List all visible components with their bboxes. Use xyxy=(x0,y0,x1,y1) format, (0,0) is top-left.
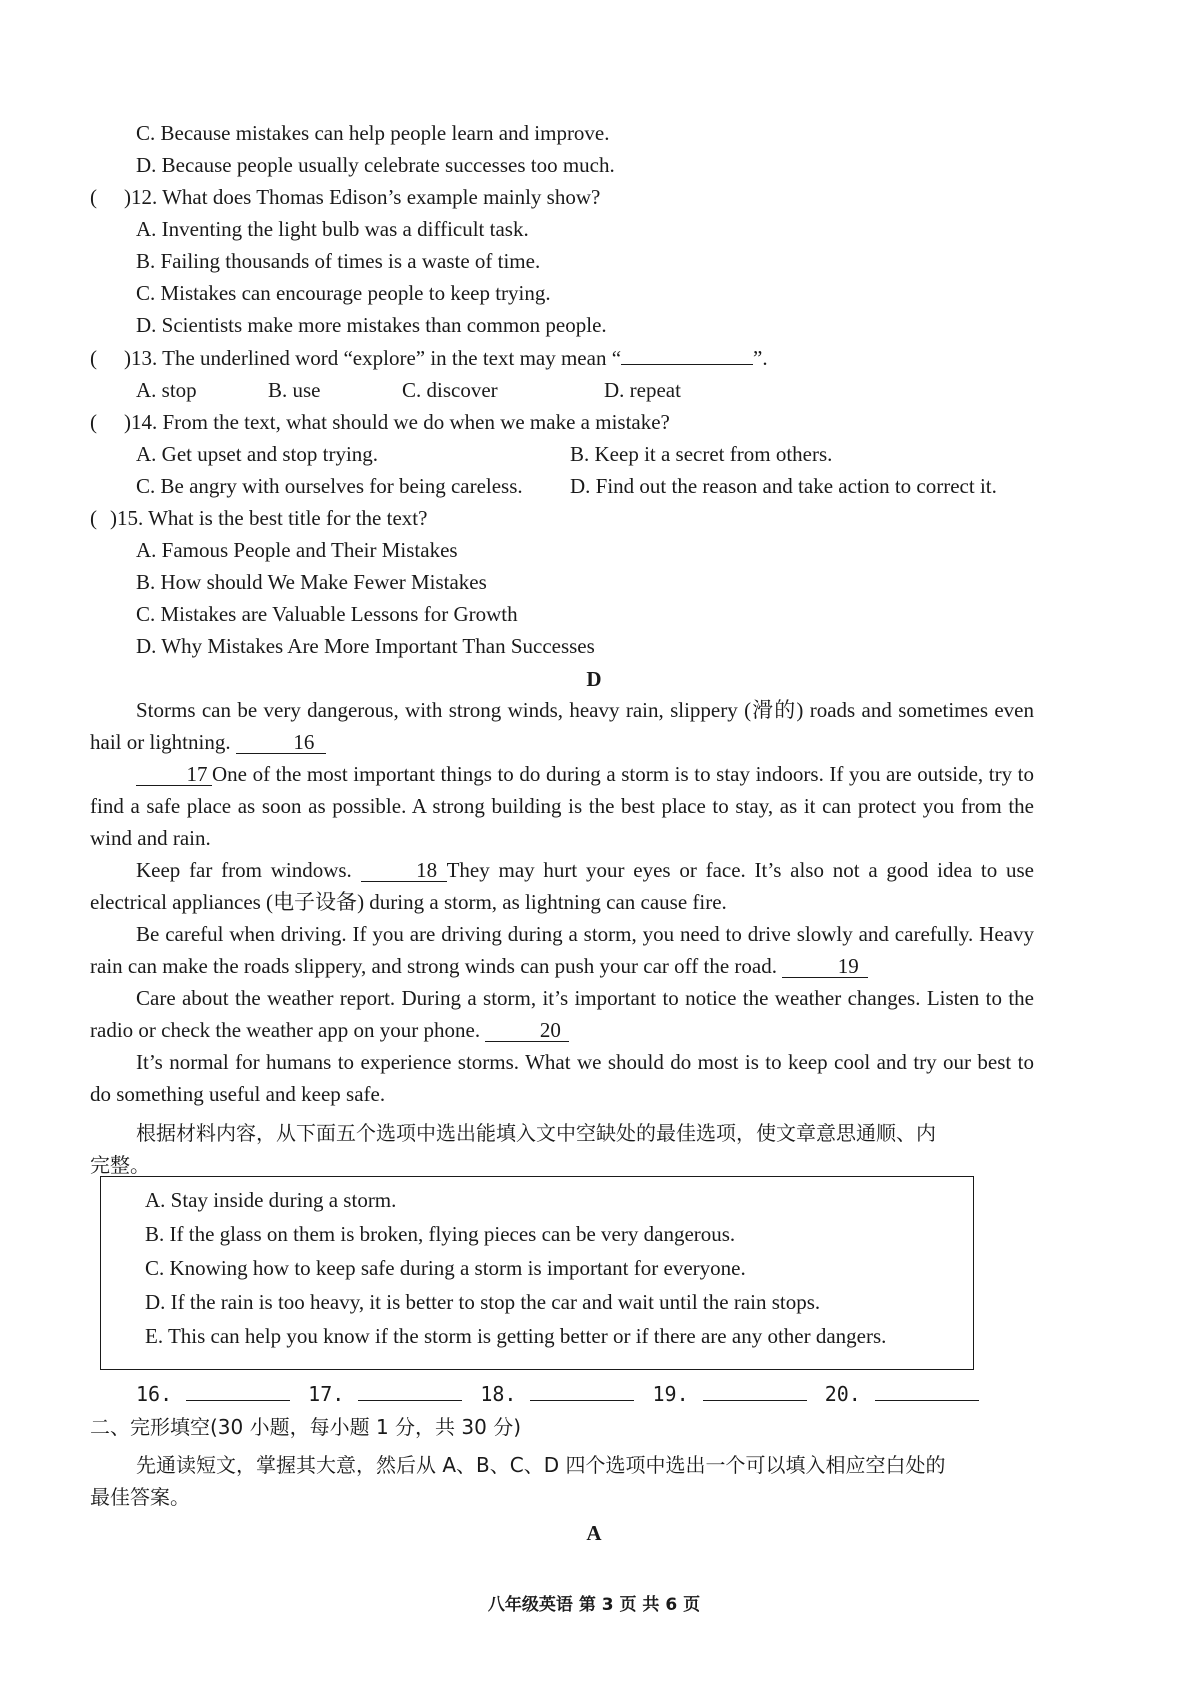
box-option-d: D. If the rain is too heavy, it is better to stop the car and wait until the rain stops. xyxy=(145,1290,821,1314)
q13-stem-text: )13. The underlined word “explore” in the text may mean “ xyxy=(124,346,622,370)
answer-label-17: 17. xyxy=(308,1382,345,1406)
q11-option-c: C. Because mistakes can help people learn and improve. xyxy=(136,121,610,145)
q13-stem xyxy=(124,345,768,371)
q13-option-a: A. stop xyxy=(136,378,197,402)
box-option-a: A. Stay inside during a storm. xyxy=(145,1188,397,1212)
p3-text-c: ) during a storm, as lightning can cause fire. xyxy=(357,890,727,914)
part2-heading-a: A xyxy=(586,1521,602,1545)
answer-blank-20[interactable] xyxy=(875,1380,979,1401)
passage-paragraph-6 xyxy=(90,1046,1034,1110)
p2-text: One of the most important things to do during a storm is to stay indoors. If you are outside, try to find a safe place as soon as possible. A strong building is the best place to stay, as it can protect you from the wind and rain. xyxy=(90,762,1034,850)
q14-option-a: A. Get upset and stop trying. xyxy=(136,442,379,466)
q13-answer-paren[interactable]: ( xyxy=(90,346,97,370)
p1-text-a: Storms can be very dangerous, with strong winds, heavy rain, slippery ( xyxy=(136,698,752,722)
page-footer: 八年级英语 第 3 页 共 6 页 xyxy=(487,1595,701,1615)
passage-paragraph-2 xyxy=(90,758,1034,854)
answer-label-18: 18. xyxy=(480,1382,517,1406)
q13-blank[interactable] xyxy=(621,364,753,365)
answer-blank-19[interactable] xyxy=(703,1380,807,1401)
section-d-instruction-line1: 根据材料内容，从下面五个选项中选出能填入文中空缺处的最佳选项，使文章意思通顺、内 xyxy=(136,1121,936,1145)
q13-stem-end: ”. xyxy=(753,346,768,370)
q13-option-c: C. discover xyxy=(402,378,498,402)
q12-option-a: A. Inventing the light bulb was a difficult task. xyxy=(136,217,529,241)
answer-label-20: 20. xyxy=(824,1382,861,1406)
q15-option-a: A. Famous People and Their Mistakes xyxy=(136,538,458,562)
q14-option-c: C. Be angry with ourselves for being careless. xyxy=(136,474,523,498)
q12-option-c: C. Mistakes can encourage people to keep trying. xyxy=(136,281,551,305)
q15-answer-paren[interactable]: ( xyxy=(90,506,97,530)
q14-option-d: D. Find out the reason and take action to correct it. xyxy=(570,474,997,498)
answer-blank-17[interactable] xyxy=(358,1380,462,1401)
q11-option-d: D. Because people usually celebrate successes too much. xyxy=(136,153,615,177)
passage-paragraph-5 xyxy=(90,982,1034,1046)
part2-instruction-line2: 最佳答案。 xyxy=(90,1485,190,1509)
q12-option-b: B. Failing thousands of times is a waste of time. xyxy=(136,249,541,273)
q13-option-d: D. repeat xyxy=(604,378,681,402)
p4-text: Be careful when driving. If you are driving during a storm, you need to drive slowly and carefully. Heavy rain can make the roads slippery, and strong winds can push your car off the road. xyxy=(90,922,1034,978)
passage-paragraph-3 xyxy=(90,854,1034,918)
blank-17[interactable]: 17 xyxy=(136,763,212,786)
box-option-e: E. This can help you know if the storm is getting better or if there are any other dangers. xyxy=(145,1324,887,1348)
q15-option-d: D. Why Mistakes Are More Important Than Successes xyxy=(136,634,595,658)
p3-text-b: They may hurt your eyes or face. It’s also not a good idea to use electrical appliances ( xyxy=(90,858,1034,914)
blank-16[interactable]: 16 xyxy=(236,731,326,754)
q15-stem: )15. What is the best title for the text? xyxy=(110,506,428,530)
p3-gloss: 电子设备 xyxy=(273,890,358,914)
passage-paragraph-1 xyxy=(90,694,1034,758)
p1-text-b: ) roads and sometimes even hail or lightning. xyxy=(90,698,1034,754)
p1-gloss: 滑的 xyxy=(751,698,797,722)
passage-paragraph-4 xyxy=(90,918,1034,982)
passage-d xyxy=(90,694,1034,1110)
box-option-b: B. If the glass on them is broken, flying pieces can be very dangerous. xyxy=(145,1222,736,1246)
blank-20[interactable]: 20 xyxy=(485,1019,569,1042)
q14-option-b: B. Keep it a secret from others. xyxy=(570,442,833,466)
p6-text: It’s normal for humans to experience storms. What we should do most is to keep cool and try our best to do something useful and keep safe. xyxy=(90,1050,1034,1106)
answer-blank-16[interactable] xyxy=(186,1380,290,1401)
q14-stem: )14. From the text, what should we do when we make a mistake? xyxy=(124,410,670,434)
q15-option-c: C. Mistakes are Valuable Lessons for Growth xyxy=(136,602,518,626)
part2-instruction-line1: 先通读短文，掌握其大意，然后从 A、B、C、D 四个选项中选出一个可以填入相应空白处的 xyxy=(136,1453,946,1477)
p5-text: Care about the weather report. During a storm, it’s important to notice the weather changes. Listen to the radio or check the weather app on your phone. xyxy=(90,986,1034,1042)
blank-19[interactable]: 19 xyxy=(782,955,868,978)
q12-answer-paren[interactable]: ( xyxy=(90,185,97,209)
options-box xyxy=(100,1176,974,1370)
q14-answer-paren[interactable]: ( xyxy=(90,410,97,434)
box-option-c: C. Knowing how to keep safe during a storm is important for everyone. xyxy=(145,1256,746,1280)
section-d-instruction-line2: 完整。 xyxy=(90,1153,150,1177)
q12-option-d: D. Scientists make more mistakes than common people. xyxy=(136,313,607,337)
q13-option-b: B. use xyxy=(268,378,321,402)
part2-title: 二、完形填空(30 小题，每小题 1 分，共 30 分) xyxy=(90,1415,522,1439)
section-d-heading: D xyxy=(586,667,602,691)
answer-label-16: 16. xyxy=(136,1382,173,1406)
answer-row xyxy=(136,1380,985,1407)
blank-18[interactable]: 18 xyxy=(361,859,447,882)
q15-option-b: B. How should We Make Fewer Mistakes xyxy=(136,570,487,594)
answer-label-19: 19. xyxy=(652,1382,689,1406)
p3-text-a: Keep far from windows. xyxy=(136,858,352,882)
q12-stem: )12. What does Thomas Edison’s example mainly show? xyxy=(124,185,601,209)
answer-blank-18[interactable] xyxy=(530,1380,634,1401)
